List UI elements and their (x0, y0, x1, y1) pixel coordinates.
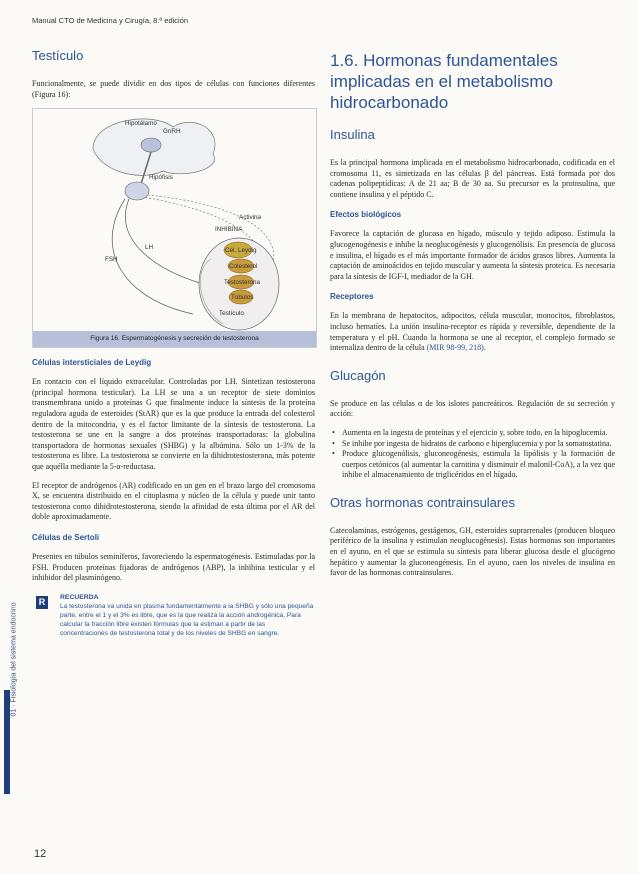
right-column (330, 50, 615, 587)
label-colesterol: Colesterol (229, 263, 258, 271)
label-testosterona: Testosterona (224, 279, 261, 287)
receptores-mir-ref: (MIR 98-99, 218). (426, 343, 486, 353)
label-inhibina: INHIBINA (215, 226, 243, 234)
label-testiculo: Testículo (219, 310, 244, 318)
recuerda-body: La testosterona va unida en plasma fundamentalmente a la SHBG y sólo una pequeña parte, entre el 1 y el 3% es libre, que es la que realiza la acción androgénica. Para calcular la fracción libre existen fórmulas que la estiman a partir de las concentraciones de testosterona total y de los niveles de SHBG en sangre. (60, 602, 314, 637)
chapter-title: 1.6. Hormonas fundamentales implicadas en el metabolismo hidrocarbonado (330, 51, 558, 112)
section-title-testiculo: Testículo (32, 48, 84, 63)
running-head: Manual CTO de Medicina y Cirugía, 8.ª edición (32, 16, 189, 25)
chapter-side-label: 01 · Fisiología del sistema endocrino (10, 602, 18, 717)
receptores-text: En la membrana de hepatocitos, adipocitos, célula muscular, monocitos, fibroblastos, incluso hematíes. La unión insulina-receptor es rápida y reversible, dependiente de la temperatura y el pH. Cuando la hormona se une al receptor, el complejo formado se internaliza dentro de la célula (330, 311, 615, 353)
section-title-glucagon: Glucagón (330, 367, 386, 383)
leydig-paragraph-2: El receptor de andrógenos (AR) codificado en un gen en el brazo largo del cromosoma X, se encuentra distribuido en el citoplasma y núcleo de la célula y puede unir tanto testosterona como dihidrotestosterona, siendo la afinidad de esta última por el AR del doble aproximadamente. (32, 480, 315, 522)
sertoli-title: Células de Sertoli (32, 532, 100, 542)
leydig-title: Células intersticiales de Leydig (32, 358, 152, 368)
figure-16 (32, 108, 317, 348)
glucagon-list (330, 428, 615, 481)
figure-16-caption: Figura 16. Espermatogénesis y secreción de testosterona (33, 331, 316, 347)
testiculo-intro: Funcionalmente, se puede dividir en dos tipos de células con funciones diferentes (Figura 16): (32, 79, 315, 99)
section-title-otras: Otras hormonas contrainsulares (330, 494, 515, 510)
figure-16-diagram (33, 109, 316, 347)
label-activina: Activina (239, 214, 262, 222)
receptores-paragraph (330, 311, 615, 353)
lh-arrow (125, 199, 203, 284)
recuerda-title: RECUERDA (60, 593, 99, 601)
recuerda-icon: R (36, 596, 48, 609)
fsh-arrow (112, 199, 193, 314)
label-tubulos: Túbulos (231, 294, 254, 302)
recuerda-box (32, 594, 315, 638)
left-column (32, 48, 315, 638)
efectos-paragraph: Favorece la captación de glucosa en hígado, músculo y tejido adiposo. Estimula la glucogenogénesis e inhibe la neoglucogénesis y glucogenólisis. En presencia de glucosa e insulina, el hígado es el más importante formador de ácidos grasos libres. Aumenta la captación de aminoácidos en tejido muscular y aumenta la síntesis proteica. Es necesaria para la síntesis de IGF-I, mediador de la GH. (330, 229, 615, 281)
glucagon-bullet-2: • Se inhibe por ingesta de hidratos de carbono e hiperglucemia y por la somatostatina. (330, 439, 615, 450)
label-gnrh: GnRH (163, 128, 181, 136)
label-hipotalamo: Hipotálamo (125, 120, 157, 128)
page-number: 12 (34, 848, 47, 860)
label-leydig: Cél. Leydig (225, 247, 257, 255)
hypothalamus-shape (141, 138, 161, 152)
efectos-title: Efectos biológicos (330, 210, 402, 220)
label-hipofisis: Hipófisis (149, 174, 173, 182)
chapter-side-bar (4, 690, 10, 794)
leydig-paragraph-1: En contacto con el líquido extracelular. Controladas por LH. Sintetizan testosterona (principal hormona testicular). La LH se una a un receptor de siete dominios transmembrana unido a proteínas G que finalmente induce la síntesis de la proteína reguladora aguda de esteroides (StAR) que es la que produce la entrada del colesterol dentro de la mitocondria, y es el factor limitante de la síntesis de testosterona. La testosterona se une en la sangre a dos proteínas transportadoras: la globulina transportadora de hormonas sexuales (SHBG) y la albúmina. Sólo un 1-3% de la testosterona es libre. La testosterona se convierte en la dihidrotestosterona, más potente que aquélla mediante la 5-α-reductasa. (32, 377, 315, 471)
chapter-side-tab (0, 560, 18, 800)
glucagon-bullet-3: • Produce glucogenólisis, gluconeogénesis, estimula la lipólisis y la formación de cuerpos cetónicos (al aumentar la carnitina y disminuir el malonil-CoA), a la vez que inhibe el almacenamiento de triglicéridos en el hígado. (330, 449, 615, 481)
section-title-insulina: Insulina (330, 127, 375, 142)
glucagon-bullet-1: • Aumenta en la ingesta de proteínas y el ejercicio y, sobre todo, en la hipoglucemia. (330, 428, 615, 439)
otras-paragraph: Catecolaminas, estrógenos, gestágenos, GH, esteroides suprarrenales (producen bloqueo periférico de la insulina y estimulan neoglucogénesis). Estas hormonas son importantes en el ayuno, en el que se estimula su síntesis para liberar glucosa desde el glucógeno hepático y aumentar la gluconeogénesis. En el ayuno, caen los niveles de insulina en favor de las hormonas contrainsulares. (330, 525, 615, 578)
insulina-paragraph: Es la principal hormona implicada en el metabolismo hidrocarbonado, codificada en el cromosoma 11, es sintetizada en las células β del páncreas. Está formada por dos cadenas polipeptídicas: A de 21 aa; B de 30 aa. Su precursor es la proinsulina, que contiene insulina y el péptido C. (330, 158, 615, 199)
receptores-title: Receptores (330, 292, 374, 302)
sertoli-paragraph-1: Presentes en túbulos seminíferos, favoreciendo la espermatogénesis. Estimuladas por la FSH. Producen proteínas fijadoras de andrógenos (ABP), la inhibina testicular y el inhibidor del plasminógeno. (32, 551, 315, 583)
glucagon-intro: Se produce en las células α de los islotes pancreáticos. Regulación de su secreción y acción: (330, 398, 615, 419)
label-lh: LH (145, 244, 154, 252)
label-fsh: FSH (105, 256, 118, 264)
